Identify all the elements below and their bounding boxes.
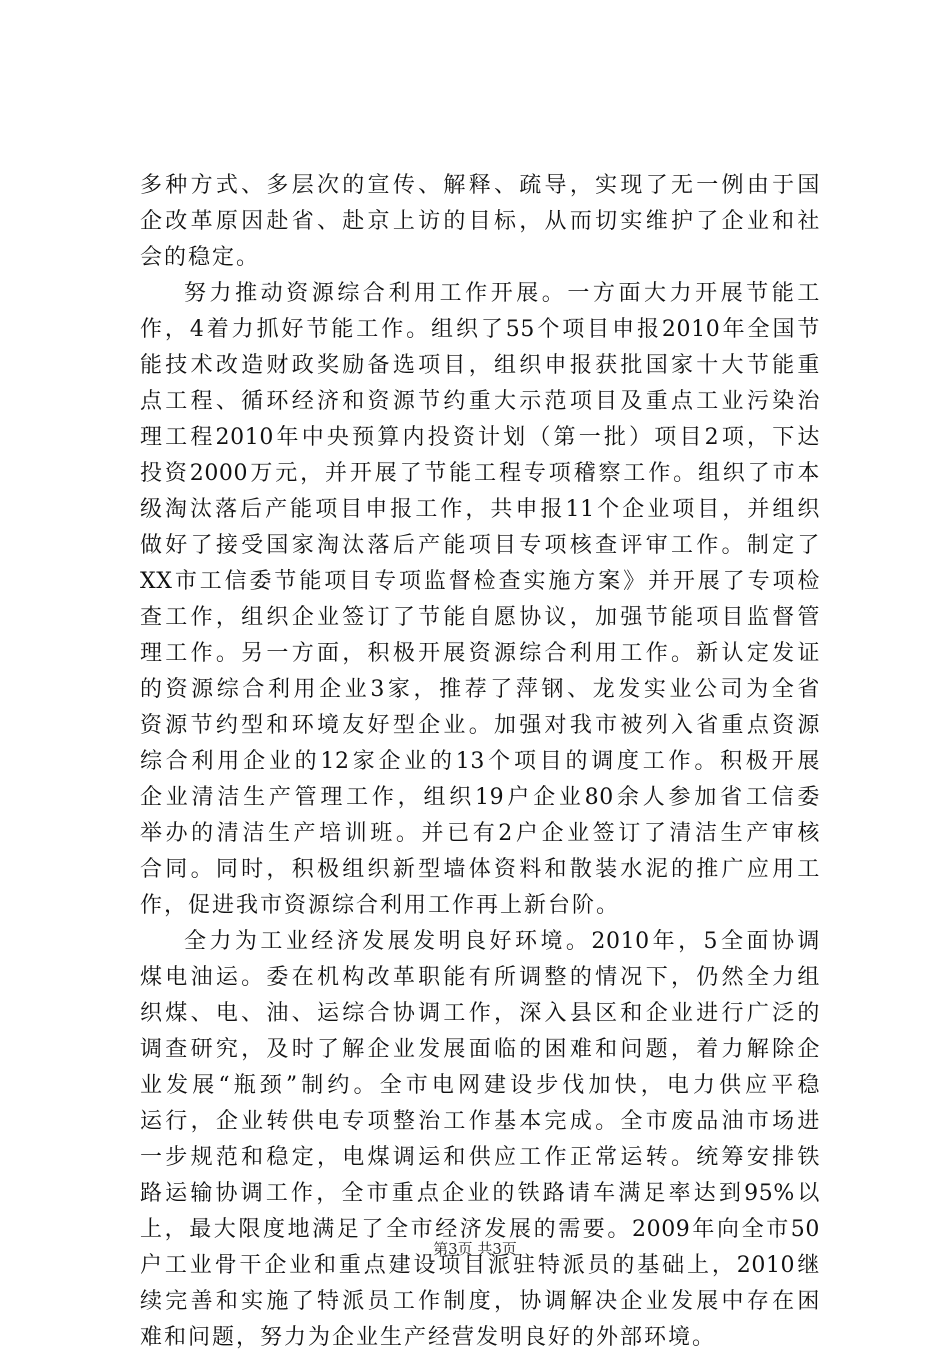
text-line: 理工作。另一方面，积极开展资源综合利用工作。新认定发证 — [140, 641, 820, 666]
text-line: 级淘汰落后产能项目申报工作，共申报11个企业项目，并组织 — [140, 497, 820, 522]
text-line: 织煤、电、油、运综合协调工作，深入县区和企业进行广泛的 — [140, 1001, 820, 1026]
text-line: 作，4着力抓好节能工作。组织了55个项目申报2010年全国节 — [140, 317, 820, 342]
text-line: 理工程2010年中央预算内投资计划（第一批）项目2项，下达 — [140, 425, 820, 450]
text-line: 业发展“瓶颈”制约。全市电网建设步伐加快，电力供应平稳 — [140, 1073, 820, 1098]
text-line: 煤电油运。委在机构改革职能有所调整的情况下，仍然全力组 — [140, 965, 820, 990]
text-line: 户工业骨干企业和重点建设项目派驻特派员的基础上，2010继 — [140, 1253, 820, 1278]
text-line: 的资源综合利用企业3家，推荐了萍钢、龙发实业公司为全省 — [140, 677, 820, 702]
text-line: XX市工信委节能项目专项监督检查实施方案》并开展了专项检 — [140, 569, 820, 594]
text-line: 难和问题，努力为企业生产经营发明良好的外部环境。 — [140, 1325, 717, 1350]
text-line: 调查研究，及时了解企业发展面临的困难和问题，着力解除企 — [140, 1037, 820, 1062]
text-line: 能技术改造财政奖励备选项目，组织申报获批国家十大节能重 — [140, 353, 820, 378]
text-line: 点工程、循环经济和资源节约重大示范项目及重点工业污染治 — [140, 389, 820, 414]
text-line: 上，最大限度地满足了全市经济发展的需要。2009年向全市50 — [140, 1217, 820, 1242]
text-line: 投资2000万元，并开展了节能工程专项稽察工作。组织了市本 — [140, 461, 820, 486]
text-line: 会的稳定。 — [140, 245, 261, 270]
text-line: 查工作，组织企业签订了节能自愿协议，加强节能项目监督管 — [140, 605, 820, 630]
text-line: 做好了接受国家淘汰落后产能项目专项核查评审工作。制定了 — [140, 533, 820, 558]
text-line: 多种方式、多层次的宣传、解释、疏导，实现了无一例由于国 — [140, 173, 820, 198]
text-line: 合同。同时，积极组织新型墙体资料和散装水泥的推广应用工 — [140, 857, 820, 882]
text-line: 作，促进我市资源综合利用工作再上新台阶。 — [140, 893, 621, 918]
paragraph-start-line: 努力推动资源综合利用工作开展。一方面大力开展节能工 — [184, 281, 820, 306]
page-number: 第3页 共3页 — [433, 1240, 517, 1258]
text-line: 企业清洁生产管理工作，组织19户企业80余人参加省工信委 — [140, 785, 820, 810]
text-line: 一步规范和稳定，电煤调运和供应工作正常运转。统筹安排铁 — [140, 1145, 820, 1170]
text-line: 综合利用企业的12家企业的13个项目的调度工作。积极开展 — [140, 749, 820, 774]
paragraph-start-line: 全力为工业经济发展发明良好环境。2010年，5全面协调 — [184, 929, 820, 954]
text-line: 路运输协调工作，全市重点企业的铁路请车满足率达到95%以 — [140, 1181, 820, 1206]
text-line: 举办的清洁生产培训班。并已有2户企业签订了清洁生产审核 — [140, 821, 820, 846]
page-footer — [0, 1238, 950, 1259]
text-line: 企改革原因赴省、赴京上访的目标，从而切实维护了企业和社 — [140, 209, 820, 234]
text-line: 续完善和实施了特派员工作制度，协调解决企业发展中存在困 — [140, 1289, 820, 1314]
body-text — [140, 168, 820, 1356]
text-line: 资源节约型和环境友好型企业。加强对我市被列入省重点资源 — [140, 713, 820, 738]
text-line: 运行，企业转供电专项整治工作基本完成。全市废品油市场进 — [140, 1109, 820, 1134]
